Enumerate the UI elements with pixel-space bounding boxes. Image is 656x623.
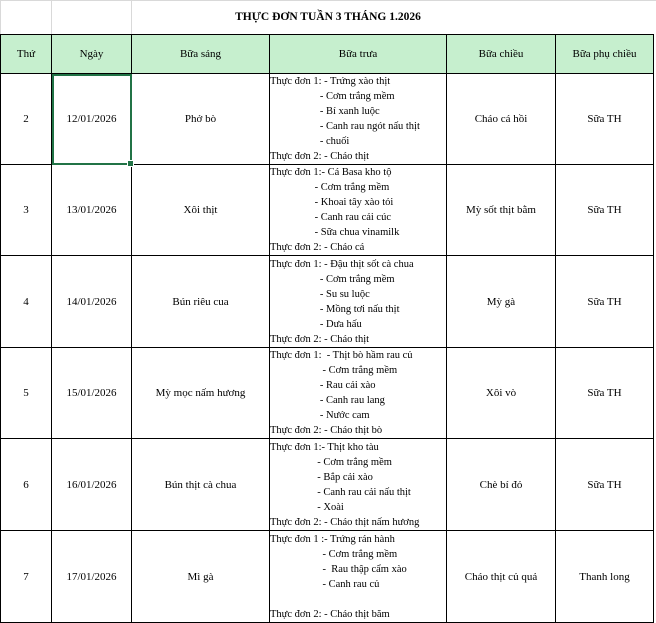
table-row <box>1 348 654 439</box>
cell-breakfast[interactable]: Xôi thịt <box>132 165 270 256</box>
cell-lunch[interactable] <box>270 439 447 531</box>
lunch-line: Thực đơn 1: - Thịt bò hầm rau củ <box>270 350 413 361</box>
lunch-line: - Canh rau cải cúc <box>270 212 392 223</box>
lunch-line: - Dưa hấu <box>270 318 362 330</box>
lunch-line: Thực đơn 2: - Cháo thịt băm <box>270 608 390 620</box>
lunch-line: - Nước cam <box>270 410 370 421</box>
lunch-line: - Canh rau lang <box>270 395 385 406</box>
header-date[interactable]: Ngày <box>52 35 132 74</box>
cell-date-selected[interactable] <box>52 74 132 165</box>
lunch-line: Thực đơn 2: - Cháo thịt bò <box>270 425 383 436</box>
table-row <box>1 165 654 256</box>
lunch-line: Thực đơn 2: - Cháo cá <box>270 242 365 253</box>
lunch-line: Thực đơn 2: - Cháo thịt <box>270 333 370 345</box>
header-day[interactable]: Thứ <box>1 35 52 74</box>
lunch-line: Thực đơn 1:- Cá Basa kho tộ <box>270 167 392 178</box>
lunch-line: - Rau thập cẩm xào <box>270 563 407 575</box>
cell-snack[interactable]: Sữa TH <box>556 348 654 439</box>
lunch-line: Thực đơn 1:- Thịt kho tàu <box>270 441 379 453</box>
cell-afternoon[interactable]: Chè bí đỏ <box>447 439 556 531</box>
lunch-line: - Canh rau củ <box>270 578 380 590</box>
lunch-line: - Cơm trắng mềm <box>270 91 395 102</box>
lunch-line: - Cơm trắng mềm <box>270 548 398 560</box>
lunch-line: Thực đơn 1: - Trứng xào thịt <box>270 76 391 87</box>
cell-afternoon[interactable]: Cháo thịt củ quả <box>447 531 556 623</box>
lunch-line: - Xoài <box>270 501 344 513</box>
header-breakfast[interactable]: Bữa sáng <box>132 35 270 74</box>
lunch-line: - Cơm trắng mềm <box>270 456 392 468</box>
lunch-line: - Bắp cải xào <box>270 471 373 483</box>
cell-snack[interactable]: Sữa TH <box>556 439 654 531</box>
cell-afternoon[interactable]: Mỳ sốt thịt bằm <box>447 165 556 256</box>
lunch-line: - Cơm trắng mềm <box>270 182 390 193</box>
lunch-line: Thực đơn 2: - Cháo thịt <box>270 151 370 162</box>
cell-breakfast[interactable]: Mì gà <box>132 531 270 623</box>
menu-title[interactable]: THỰC ĐƠN TUẦN 3 THÁNG 1.2026 <box>235 11 421 23</box>
table-row <box>1 74 654 165</box>
lunch-line <box>270 592 446 607</box>
table-row <box>1 439 654 531</box>
lunch-line: - Bí xanh luộc <box>270 106 380 117</box>
cell-snack[interactable]: Sữa TH <box>556 165 654 256</box>
cell-date[interactable]: 14/01/2026 <box>52 256 132 348</box>
cell-lunch[interactable] <box>270 74 447 165</box>
cell-date[interactable]: 13/01/2026 <box>52 165 132 256</box>
cell-day[interactable]: 6 <box>1 439 52 531</box>
lunch-line: Thực đơn 2: - Cháo thịt nấm hương <box>270 516 420 528</box>
cell-date[interactable]: 15/01/2026 <box>52 348 132 439</box>
lunch-line: - Su su luộc <box>270 288 370 300</box>
cell-breakfast[interactable]: Mỳ mọc nấm hương <box>132 348 270 439</box>
header-afternoon[interactable]: Bữa chiều <box>447 35 556 74</box>
lunch-line: - Cơm trắng mềm <box>270 365 398 376</box>
cell-date[interactable]: 16/01/2026 <box>52 439 132 531</box>
cell-lunch[interactable] <box>270 256 447 348</box>
cell-afternoon[interactable]: Xôi vò <box>447 348 556 439</box>
lunch-line: - Sữa chua vinamilk <box>270 227 400 238</box>
cell-lunch[interactable] <box>270 531 447 623</box>
cell-afternoon[interactable]: Mỳ gà <box>447 256 556 348</box>
cell-snack[interactable]: Thanh long <box>556 531 654 623</box>
cell-day[interactable]: 3 <box>1 165 52 256</box>
cell-breakfast[interactable]: Bún riêu cua <box>132 256 270 348</box>
lunch-line: - Cơm trắng mềm <box>270 273 395 285</box>
cell-afternoon[interactable]: Cháo cá hồi <box>447 74 556 165</box>
cell-breakfast[interactable]: Phở bò <box>132 74 270 165</box>
header-lunch[interactable]: Bữa trưa <box>270 35 447 74</box>
cell-date[interactable]: 17/01/2026 <box>52 531 132 623</box>
lunch-line: - Canh rau cải nấu thịt <box>270 486 411 498</box>
lunch-line: - Mồng tơi nấu thịt <box>270 303 400 315</box>
lunch-line: Thực đơn 1: - Đậu thịt sốt cà chua <box>270 258 414 270</box>
cell-day[interactable]: 2 <box>1 74 52 165</box>
header-row <box>1 35 654 74</box>
cell-date-text: 12/01/2026 <box>66 113 117 125</box>
lunch-line: - chuối <box>270 136 350 147</box>
header-snack[interactable]: Bữa phụ chiều <box>556 35 654 74</box>
cell-breakfast[interactable]: Bún thịt cà chua <box>132 439 270 531</box>
menu-table <box>0 34 654 623</box>
cell-day[interactable]: 7 <box>1 531 52 623</box>
lunch-line: - Rau cải xào <box>270 380 376 391</box>
cell-day[interactable]: 4 <box>1 256 52 348</box>
table-row <box>1 531 654 623</box>
cell-lunch[interactable] <box>270 348 447 439</box>
cell-lunch[interactable] <box>270 165 447 256</box>
lunch-line: - Canh rau ngót nấu thịt <box>270 121 420 132</box>
cell-day[interactable]: 5 <box>1 348 52 439</box>
cell-snack[interactable]: Sữa TH <box>556 256 654 348</box>
lunch-line: Thực đơn 1 :- Trứng rán hành <box>270 533 395 545</box>
lunch-line: - Khoai tây xào tỏi <box>270 197 394 208</box>
cell-snack[interactable]: Sữa TH <box>556 74 654 165</box>
table-row <box>1 256 654 348</box>
fill-handle[interactable] <box>127 160 134 167</box>
